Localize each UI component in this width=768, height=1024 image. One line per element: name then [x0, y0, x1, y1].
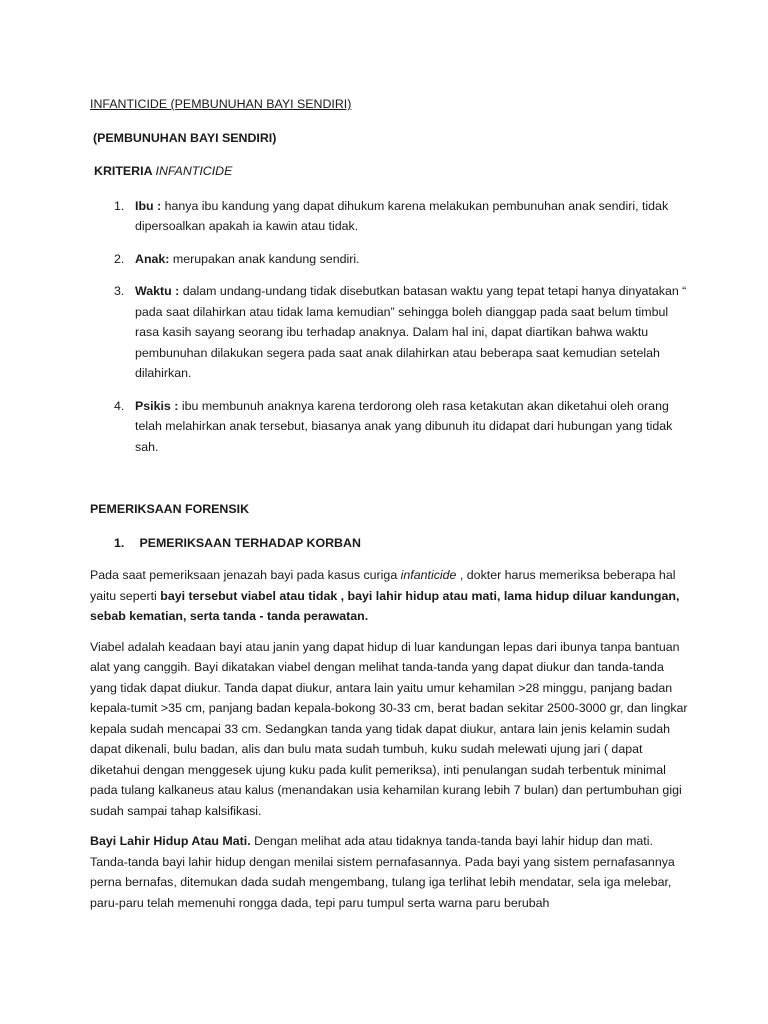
criteria-text: ibu membunuh anaknya karena terdorong oleh rasa ketakutan akan diketahui oleh orang telah melahirkan anak tersebut, biasanya anak yang dibunuh itu didapat dari hubungan yang tidak sah. [135, 398, 673, 454]
section-heading: PEMERIKSAAN FORENSIK [90, 502, 250, 516]
criteria-number: 2. [114, 251, 125, 266]
criteria-text: merupakan anak kandung sendiri. [172, 251, 360, 266]
criteria-text: dalam undang-undang tidak disebutkan batasan waktu yang tepat tetapi hanya dinyatakan “ pada saat dilahirkan atau tidak lama kemudian” sehingga boleh dianggap pada saat belum timbul rasa kasih sayang seorang ibu terhadap anaknya. Dalam hal ini, dapat diartikan bahwa waktu pembunuhan dilakukan segera pada saat anak dilahirkan atau beberapa saat kemudian setelah dilahirkan. [135, 284, 687, 380]
paragraph-text: Pada saat pemeriksaan jenazah bayi pada kasus curiga [90, 568, 401, 582]
criteria-term: Waktu : [135, 284, 183, 298]
criteria-number: 4. [114, 398, 125, 413]
criteria-number: 3. [114, 284, 125, 298]
paragraph-bold: Bayi Lahir Hidup Atau Mati. [90, 834, 251, 848]
paragraph-bold: bayi tersebut viabel atau tidak , bayi lahir hidup atau mati, lama hidup diluar kandungan, sebab kematian, serta tanda - tanda perawatan. [90, 588, 680, 623]
criteria-term: Anak: [135, 251, 173, 266]
criteria-term: Ibu : [135, 198, 165, 213]
kriteria-heading [94, 161, 688, 182]
criteria-item [90, 249, 688, 270]
document-title: INFANTICIDE (PEMBUNUHAN BAYI SENDIRI) [90, 97, 352, 111]
paragraph-text: Dengan melihat ada atau tidaknya tanda-tanda bayi lahir hidup dan mati. Tanda-tanda bayi lahir hidup dengan menilai sistem pernafasannya. Pada bayi yang sistem pernafasannya perna bernafas, ditemukan dada sudah mengembang, tulang iga terlihat lebih mendatar, sela iga melebar, paru-paru telah memenuhi rongga dada, tepi paru tumpul serta warna paru berubah [90, 834, 675, 910]
document-subtitle: (PEMBUNUHAN BAYI SENDIRI) [93, 130, 277, 145]
paragraph-text: , dokter harus memeriksa beberapa hal yaitu seperti [90, 568, 676, 603]
criteria-item [90, 196, 688, 237]
subsection-number: 1. [114, 535, 125, 550]
paragraph-viabel: Viabel adalah keadaan bayi atau janin yang dapat hidup di luar kandungan lepas dari ibunya tanpa bantuan alat yang canggih. Bayi dikatakan viabel dengan melihat tanda-tanda yang dapat diukur dan tanda-tanda yang tidak dapat diukur. Tanda dapat diukur, antara lain yaitu umur kehamilan >28 minggu, panjang badan kepala-tumit >35 cm, panjang badan kepala-bokong 30-33 cm, berat badan sekitar 2500-3000 gr, dan lingkar kepala sudah mencapai 33 cm. Sedangkan tanda yang tidak dapat diukur, antara lain jenis kelamin sudah dapat dikenali, bulu badan, alis dan bulu mata sudah tumbuh, kuku sudah melewati ujung jari ( dapat diketahui dengan menggesek ujung kuku pada kulit pemeriksa), inti penulangan sudah terbentuk minimal pada tulang kalkaneus atau kalus (menandakan usia kehamilan kurang lebih 7 bulan) dan pertumbuhan gigi sudah sampai tahap kalsifikasi. [90, 639, 688, 818]
criteria-item [90, 281, 688, 384]
criteria-term: Psikis : [135, 398, 182, 413]
section-spacer [90, 469, 688, 499]
criteria-list [90, 196, 688, 458]
criteria-item [90, 396, 688, 458]
paragraph-italic: infanticide [400, 568, 457, 582]
subsection-label: PEMERIKSAAN TERHADAP KORBAN [139, 535, 361, 550]
paragraph-live-birth [90, 831, 688, 913]
paragraph-examination [90, 565, 688, 627]
kriteria-term: INFANTICIDE [155, 164, 233, 178]
criteria-text: hanya ibu kandung yang dapat dihukum karena melakukan pembunuhan anak sendiri, tidak dipersoalkan apakah ia kawin atau tidak. [135, 198, 669, 233]
subsection-heading [90, 533, 688, 554]
criteria-number: 1. [114, 198, 125, 213]
kriteria-label: KRITERIA [94, 164, 153, 178]
